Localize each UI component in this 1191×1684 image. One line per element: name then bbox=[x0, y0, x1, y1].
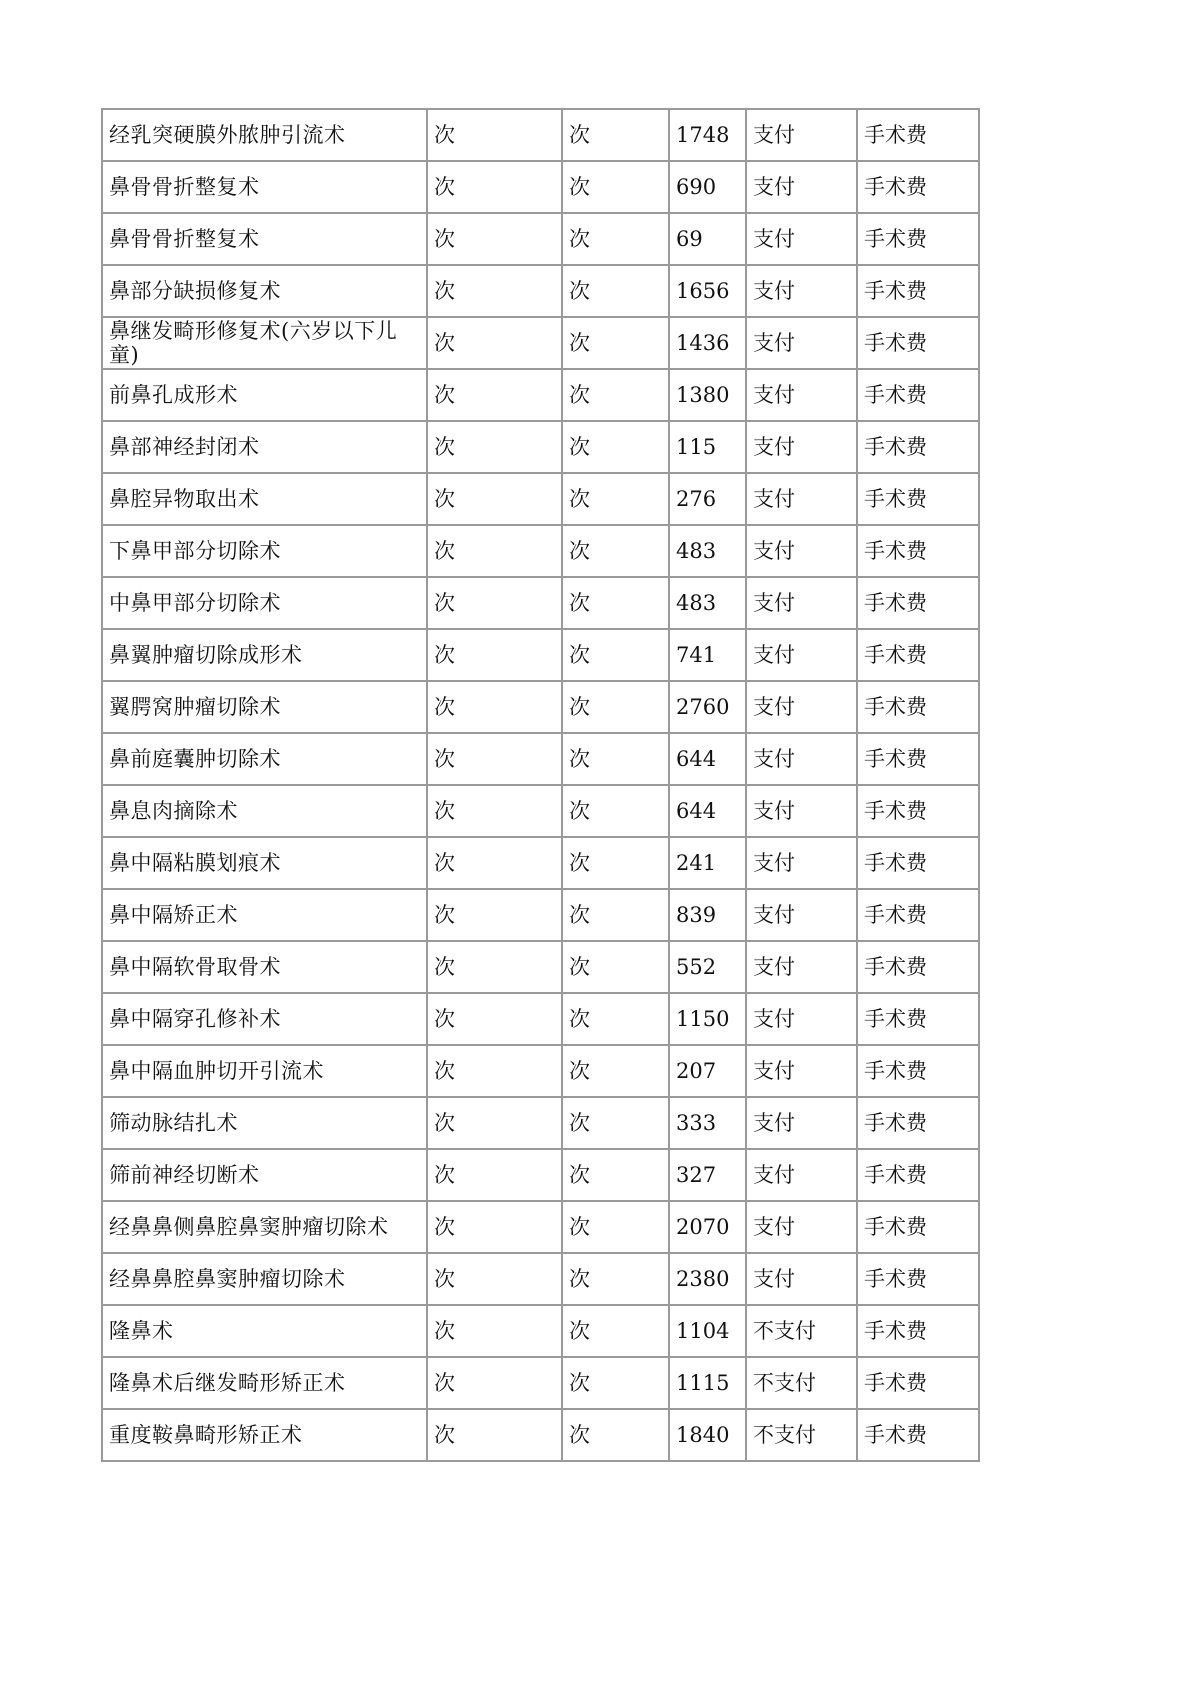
fee-category-cell: 手术费 bbox=[857, 889, 979, 941]
price-cell: 644 bbox=[669, 733, 746, 785]
price-cell: 327 bbox=[669, 1149, 746, 1201]
unit-cell: 次 bbox=[427, 369, 562, 421]
payment-status-cell: 支付 bbox=[746, 681, 857, 733]
table-row bbox=[102, 889, 979, 941]
payment-status-cell: 支付 bbox=[746, 733, 857, 785]
fee-category-cell: 手术费 bbox=[857, 785, 979, 837]
price-cell: 690 bbox=[669, 161, 746, 213]
table-row bbox=[102, 941, 979, 993]
fee-table-body bbox=[102, 109, 979, 1461]
fee-category-cell: 手术费 bbox=[857, 1305, 979, 1357]
item-name-cell: 鼻中隔软骨取骨术 bbox=[102, 941, 427, 993]
payment-status-cell: 支付 bbox=[746, 1201, 857, 1253]
payment-status-cell: 支付 bbox=[746, 577, 857, 629]
unit-cell: 次 bbox=[427, 785, 562, 837]
table-row bbox=[102, 525, 979, 577]
item-name-cell: 隆鼻术 bbox=[102, 1305, 427, 1357]
unit2-cell: 次 bbox=[562, 1409, 669, 1461]
item-name-cell: 经鼻鼻腔鼻窦肿瘤切除术 bbox=[102, 1253, 427, 1305]
table-row bbox=[102, 1409, 979, 1461]
price-cell: 1840 bbox=[669, 1409, 746, 1461]
price-cell: 207 bbox=[669, 1045, 746, 1097]
unit2-cell: 次 bbox=[562, 369, 669, 421]
table-row bbox=[102, 1253, 979, 1305]
table-row bbox=[102, 265, 979, 317]
unit-cell: 次 bbox=[427, 941, 562, 993]
table-row bbox=[102, 1201, 979, 1253]
price-cell: 241 bbox=[669, 837, 746, 889]
unit2-cell: 次 bbox=[562, 109, 669, 161]
payment-status-cell: 支付 bbox=[746, 629, 857, 681]
table-row bbox=[102, 473, 979, 525]
table-row bbox=[102, 577, 979, 629]
item-name-cell: 鼻部神经封闭术 bbox=[102, 421, 427, 473]
item-name-cell: 中鼻甲部分切除术 bbox=[102, 577, 427, 629]
unit2-cell: 次 bbox=[562, 1305, 669, 1357]
item-name-cell: 鼻中隔粘膜划痕术 bbox=[102, 837, 427, 889]
unit2-cell: 次 bbox=[562, 421, 669, 473]
item-name-cell: 鼻前庭囊肿切除术 bbox=[102, 733, 427, 785]
price-cell: 741 bbox=[669, 629, 746, 681]
item-name-cell: 翼腭窝肿瘤切除术 bbox=[102, 681, 427, 733]
unit-cell: 次 bbox=[427, 733, 562, 785]
price-cell: 644 bbox=[669, 785, 746, 837]
unit-cell: 次 bbox=[427, 1201, 562, 1253]
unit-cell: 次 bbox=[427, 109, 562, 161]
fee-category-cell: 手术费 bbox=[857, 473, 979, 525]
item-name-cell: 下鼻甲部分切除术 bbox=[102, 525, 427, 577]
unit-cell: 次 bbox=[427, 1409, 562, 1461]
price-cell: 483 bbox=[669, 525, 746, 577]
unit-cell: 次 bbox=[427, 1149, 562, 1201]
item-name-cell: 经乳突硬膜外脓肿引流术 bbox=[102, 109, 427, 161]
price-cell: 1104 bbox=[669, 1305, 746, 1357]
payment-status-cell: 支付 bbox=[746, 837, 857, 889]
table-row bbox=[102, 109, 979, 161]
fee-category-cell: 手术费 bbox=[857, 1149, 979, 1201]
unit-cell: 次 bbox=[427, 473, 562, 525]
fee-category-cell: 手术费 bbox=[857, 161, 979, 213]
fee-category-cell: 手术费 bbox=[857, 1201, 979, 1253]
payment-status-cell: 支付 bbox=[746, 1149, 857, 1201]
item-name-cell: 隆鼻术后继发畸形矫正术 bbox=[102, 1357, 427, 1409]
price-cell: 1115 bbox=[669, 1357, 746, 1409]
payment-status-cell: 支付 bbox=[746, 265, 857, 317]
payment-status-cell: 支付 bbox=[746, 993, 857, 1045]
unit-cell: 次 bbox=[427, 1097, 562, 1149]
unit2-cell: 次 bbox=[562, 525, 669, 577]
price-cell: 276 bbox=[669, 473, 746, 525]
item-name-cell: 鼻腔异物取出术 bbox=[102, 473, 427, 525]
table-row bbox=[102, 161, 979, 213]
fee-category-cell: 手术费 bbox=[857, 1045, 979, 1097]
unit-cell: 次 bbox=[427, 1045, 562, 1097]
unit-cell: 次 bbox=[427, 421, 562, 473]
item-name-cell: 鼻骨骨折整复术 bbox=[102, 161, 427, 213]
unit2-cell: 次 bbox=[562, 889, 669, 941]
fee-table bbox=[101, 108, 980, 1462]
table-row bbox=[102, 1305, 979, 1357]
price-cell: 2380 bbox=[669, 1253, 746, 1305]
price-cell: 483 bbox=[669, 577, 746, 629]
table-row bbox=[102, 213, 979, 265]
unit2-cell: 次 bbox=[562, 265, 669, 317]
table-row bbox=[102, 1149, 979, 1201]
item-name-cell: 筛前神经切断术 bbox=[102, 1149, 427, 1201]
unit-cell: 次 bbox=[427, 681, 562, 733]
price-cell: 552 bbox=[669, 941, 746, 993]
unit-cell: 次 bbox=[427, 1305, 562, 1357]
unit2-cell: 次 bbox=[562, 161, 669, 213]
item-name-cell: 重度鞍鼻畸形矫正术 bbox=[102, 1409, 427, 1461]
unit2-cell: 次 bbox=[562, 1201, 669, 1253]
unit2-cell: 次 bbox=[562, 681, 669, 733]
price-cell: 333 bbox=[669, 1097, 746, 1149]
table-row bbox=[102, 629, 979, 681]
table-row bbox=[102, 317, 979, 369]
fee-category-cell: 手术费 bbox=[857, 993, 979, 1045]
table-row bbox=[102, 785, 979, 837]
item-name-cell: 鼻翼肿瘤切除成形术 bbox=[102, 629, 427, 681]
item-name-cell: 筛动脉结扎术 bbox=[102, 1097, 427, 1149]
unit2-cell: 次 bbox=[562, 941, 669, 993]
item-name-cell: 前鼻孔成形术 bbox=[102, 369, 427, 421]
payment-status-cell: 支付 bbox=[746, 213, 857, 265]
unit2-cell: 次 bbox=[562, 473, 669, 525]
fee-category-cell: 手术费 bbox=[857, 213, 979, 265]
unit2-cell: 次 bbox=[562, 733, 669, 785]
price-cell: 2070 bbox=[669, 1201, 746, 1253]
unit2-cell: 次 bbox=[562, 1149, 669, 1201]
fee-category-cell: 手术费 bbox=[857, 941, 979, 993]
unit-cell: 次 bbox=[427, 213, 562, 265]
table-row bbox=[102, 993, 979, 1045]
unit2-cell: 次 bbox=[562, 993, 669, 1045]
unit-cell: 次 bbox=[427, 317, 562, 369]
fee-category-cell: 手术费 bbox=[857, 577, 979, 629]
unit-cell: 次 bbox=[427, 265, 562, 317]
payment-status-cell: 支付 bbox=[746, 1253, 857, 1305]
item-name-cell: 经鼻鼻侧鼻腔鼻窦肿瘤切除术 bbox=[102, 1201, 427, 1253]
payment-status-cell: 支付 bbox=[746, 785, 857, 837]
payment-status-cell: 支付 bbox=[746, 889, 857, 941]
price-cell: 1150 bbox=[669, 993, 746, 1045]
item-name-cell: 鼻继发畸形修复术(六岁以下儿童) bbox=[102, 317, 427, 369]
unit2-cell: 次 bbox=[562, 317, 669, 369]
payment-status-cell: 支付 bbox=[746, 317, 857, 369]
unit-cell: 次 bbox=[427, 993, 562, 1045]
price-cell: 2760 bbox=[669, 681, 746, 733]
fee-category-cell: 手术费 bbox=[857, 265, 979, 317]
fee-category-cell: 手术费 bbox=[857, 1409, 979, 1461]
table-row bbox=[102, 733, 979, 785]
payment-status-cell: 支付 bbox=[746, 109, 857, 161]
item-name-cell: 鼻骨骨折整复术 bbox=[102, 213, 427, 265]
fee-category-cell: 手术费 bbox=[857, 733, 979, 785]
unit2-cell: 次 bbox=[562, 837, 669, 889]
table-row bbox=[102, 369, 979, 421]
unit-cell: 次 bbox=[427, 161, 562, 213]
payment-status-cell: 支付 bbox=[746, 473, 857, 525]
fee-category-cell: 手术费 bbox=[857, 369, 979, 421]
price-cell: 1436 bbox=[669, 317, 746, 369]
fee-category-cell: 手术费 bbox=[857, 837, 979, 889]
unit-cell: 次 bbox=[427, 1253, 562, 1305]
fee-category-cell: 手术费 bbox=[857, 681, 979, 733]
unit-cell: 次 bbox=[427, 629, 562, 681]
fee-category-cell: 手术费 bbox=[857, 629, 979, 681]
table-row bbox=[102, 1097, 979, 1149]
unit2-cell: 次 bbox=[562, 1253, 669, 1305]
unit2-cell: 次 bbox=[562, 1097, 669, 1149]
unit2-cell: 次 bbox=[562, 577, 669, 629]
table-row bbox=[102, 1045, 979, 1097]
unit-cell: 次 bbox=[427, 889, 562, 941]
payment-status-cell: 支付 bbox=[746, 941, 857, 993]
unit2-cell: 次 bbox=[562, 1357, 669, 1409]
unit2-cell: 次 bbox=[562, 629, 669, 681]
item-name-cell: 鼻息肉摘除术 bbox=[102, 785, 427, 837]
payment-status-cell: 支付 bbox=[746, 161, 857, 213]
unit-cell: 次 bbox=[427, 577, 562, 629]
table-row bbox=[102, 837, 979, 889]
price-cell: 1656 bbox=[669, 265, 746, 317]
fee-category-cell: 手术费 bbox=[857, 1097, 979, 1149]
payment-status-cell: 支付 bbox=[746, 369, 857, 421]
payment-status-cell: 支付 bbox=[746, 1097, 857, 1149]
table-row bbox=[102, 681, 979, 733]
unit-cell: 次 bbox=[427, 837, 562, 889]
unit2-cell: 次 bbox=[562, 785, 669, 837]
payment-status-cell: 支付 bbox=[746, 525, 857, 577]
unit2-cell: 次 bbox=[562, 1045, 669, 1097]
item-name-cell: 鼻中隔穿孔修补术 bbox=[102, 993, 427, 1045]
price-cell: 115 bbox=[669, 421, 746, 473]
unit-cell: 次 bbox=[427, 525, 562, 577]
payment-status-cell: 支付 bbox=[746, 421, 857, 473]
fee-category-cell: 手术费 bbox=[857, 1253, 979, 1305]
fee-category-cell: 手术费 bbox=[857, 525, 979, 577]
table-row bbox=[102, 421, 979, 473]
payment-status-cell: 不支付 bbox=[746, 1357, 857, 1409]
item-name-cell: 鼻中隔矫正术 bbox=[102, 889, 427, 941]
fee-category-cell: 手术费 bbox=[857, 317, 979, 369]
fee-category-cell: 手术费 bbox=[857, 1357, 979, 1409]
price-cell: 1748 bbox=[669, 109, 746, 161]
fee-category-cell: 手术费 bbox=[857, 109, 979, 161]
payment-status-cell: 不支付 bbox=[746, 1305, 857, 1357]
payment-status-cell: 支付 bbox=[746, 1045, 857, 1097]
unit2-cell: 次 bbox=[562, 213, 669, 265]
payment-status-cell: 不支付 bbox=[746, 1409, 857, 1461]
item-name-cell: 鼻中隔血肿切开引流术 bbox=[102, 1045, 427, 1097]
price-cell: 1380 bbox=[669, 369, 746, 421]
table-row bbox=[102, 1357, 979, 1409]
unit-cell: 次 bbox=[427, 1357, 562, 1409]
price-cell: 69 bbox=[669, 213, 746, 265]
price-cell: 839 bbox=[669, 889, 746, 941]
fee-category-cell: 手术费 bbox=[857, 421, 979, 473]
item-name-cell: 鼻部分缺损修复术 bbox=[102, 265, 427, 317]
